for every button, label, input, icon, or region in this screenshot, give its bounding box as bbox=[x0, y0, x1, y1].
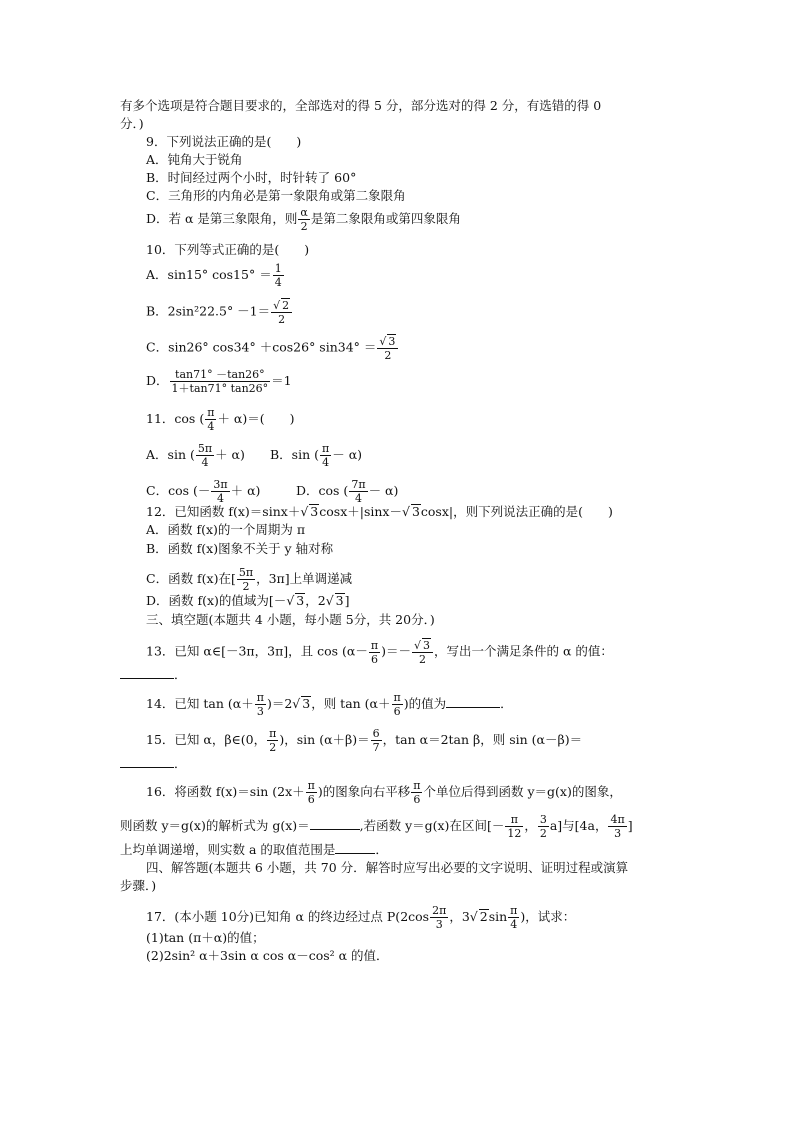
q11-option-b bbox=[270, 442, 362, 469]
q16-l2-text: 则函数 y＝g(x)的解析式为 g(x)＝ bbox=[120, 818, 310, 833]
denominator: 4 bbox=[510, 918, 518, 931]
q11-d-end: － α) bbox=[368, 483, 399, 498]
fraction bbox=[412, 638, 433, 666]
fraction bbox=[505, 813, 523, 840]
q12-stem: 12．已知函数 f(x)＝sinx＋√ 3cosx＋|sinx－√ 3cosx|，则下列说法正确的是( ) bbox=[146, 504, 613, 519]
numerator: π bbox=[505, 813, 523, 827]
denominator: 2 bbox=[269, 741, 277, 754]
q10-option-a bbox=[146, 262, 285, 289]
q11-option-d bbox=[296, 478, 398, 505]
numerator: π bbox=[370, 638, 379, 652]
q14-period: ． bbox=[500, 696, 513, 711]
numerator: √ 2 bbox=[271, 298, 292, 313]
q16-line-1 bbox=[146, 779, 622, 806]
q15-mid: )，sin (α＋β)＝ bbox=[279, 732, 370, 747]
fraction bbox=[211, 478, 229, 505]
numerator: √ 3 bbox=[412, 638, 433, 653]
fraction bbox=[170, 368, 271, 395]
numerator: π bbox=[269, 727, 277, 740]
intro-line-1: 有多个选项是符合题目要求的，全部选对的得 5 分，部分选对的得 2 分，有选错的得 0 bbox=[120, 98, 602, 113]
q17-mid2: sin bbox=[488, 909, 508, 924]
radicand: 3 bbox=[302, 696, 311, 711]
q14-mid: )＝2 bbox=[266, 696, 293, 711]
answer-blank[interactable] bbox=[446, 695, 500, 708]
fraction bbox=[196, 442, 214, 469]
q14-line: 14．已知 tan (α＋ $\frac{\pi}{3}$ )＝2√ 3，则 tan (α＋ $\frac{\pi}{6}$ )的值为 ． bbox=[146, 691, 513, 718]
numerator: 3 bbox=[539, 813, 547, 826]
numerator: 2π bbox=[432, 904, 447, 917]
section-3-heading: 三、填空题(本题共 4 小题，每小题 5分，共 20分．) bbox=[146, 612, 435, 627]
q12-c-end: ，3π]上单调递减 bbox=[256, 571, 353, 586]
q10-b-text: B．2sin²22.5° －1＝ bbox=[146, 303, 271, 319]
numerator: 5π bbox=[238, 566, 254, 579]
numerator: 6 bbox=[372, 727, 380, 740]
intro-line-2: 分．) bbox=[120, 116, 144, 131]
q15-line bbox=[146, 727, 582, 754]
q16-l2-sep: ， bbox=[524, 818, 537, 833]
numerator: π bbox=[393, 691, 401, 704]
q15-text: 15．已知 α，β∈(0， bbox=[146, 732, 267, 747]
q15-answer-line bbox=[120, 755, 187, 772]
radicand: 3 bbox=[335, 593, 344, 608]
q14-post: )的值为 bbox=[403, 696, 447, 711]
fraction bbox=[298, 206, 309, 233]
numerator: 3π bbox=[213, 478, 228, 491]
q11-d-text: D．cos ( bbox=[296, 483, 349, 498]
numerator: π bbox=[256, 691, 264, 704]
denominator: 4 bbox=[274, 276, 282, 289]
q11-stem-end: ＋ α)＝( ) bbox=[217, 411, 295, 426]
answer-blank[interactable] bbox=[335, 841, 375, 854]
radicand: 3 bbox=[296, 593, 305, 608]
q9-d-text: D．若 α 是第三象限角，则 bbox=[146, 211, 298, 226]
q10-option-d bbox=[146, 368, 292, 395]
denominator: 4 bbox=[207, 420, 215, 433]
fraction bbox=[267, 727, 278, 754]
q12-d-mid: ，2 bbox=[305, 593, 326, 608]
denominator: 7 bbox=[372, 741, 380, 754]
q16-text: 16．将函数 f(x)＝sin (2x＋ bbox=[146, 784, 305, 799]
denominator: 2 bbox=[300, 220, 308, 233]
fraction bbox=[306, 779, 317, 806]
q13-end-text: ，写出一个满足条件的 α 的值： bbox=[434, 643, 613, 659]
q11-stem bbox=[146, 406, 294, 433]
q16-l2-mid: ,若函数 y＝g(x)在区间[－ bbox=[359, 818, 505, 833]
denominator: 2 bbox=[539, 827, 547, 840]
numerator: π bbox=[510, 904, 518, 917]
answer-blank[interactable] bbox=[120, 755, 174, 768]
q12-option-d: D．函数 f(x)的值域为[－√ 3，2√ 3] bbox=[146, 593, 350, 608]
q11-b-text: B．sin ( bbox=[270, 447, 319, 462]
denominator: 4 bbox=[216, 492, 224, 505]
numerator: π bbox=[322, 442, 330, 455]
numerator: 7π bbox=[351, 478, 366, 491]
q16-line-3 bbox=[120, 841, 388, 858]
q14-text: 14．已知 tan (α＋ bbox=[146, 696, 254, 711]
denominator: 2 bbox=[278, 313, 286, 326]
denominator: 3 bbox=[435, 918, 443, 931]
q9-stem: 9．下列说法正确的是( ) bbox=[146, 134, 302, 149]
q9-option-c: C．三角形的内角必是第一象限角或第二象限角 bbox=[146, 188, 406, 203]
fraction bbox=[320, 442, 331, 469]
q16-post: 个单位后得到函数 y＝g(x)的图象， bbox=[423, 784, 622, 799]
q9-d-text-end: 是第二象限角或第四象限角 bbox=[310, 211, 461, 226]
numerator: 5π bbox=[197, 442, 213, 455]
q17-text: 17．(本小题 10分)已知角 α 的终边经过点 P(2cos bbox=[146, 909, 430, 924]
numerator: √ 3 bbox=[377, 334, 398, 349]
q12-option-a: A．函数 f(x)的一个周期为 π bbox=[146, 522, 306, 537]
numerator: π bbox=[307, 779, 315, 792]
numerator: α bbox=[300, 206, 308, 219]
fraction bbox=[273, 262, 284, 289]
q11-a-end: ＋ α) bbox=[215, 447, 245, 462]
fraction bbox=[608, 813, 626, 840]
q10-d-label: D． bbox=[146, 373, 169, 388]
fraction bbox=[349, 478, 367, 505]
denominator: 6 bbox=[393, 705, 401, 718]
q16-mid: )的图象向右平移 bbox=[317, 784, 411, 799]
q11-option-c bbox=[146, 478, 260, 505]
fraction bbox=[377, 334, 398, 362]
radicand: 2 bbox=[479, 909, 488, 924]
q17-stem: 17．(本小题 10分)已知角 α 的终边经过点 P(2cos $\frac{2\pi}{3}$ ，3√ 2sin $\frac{\pi}{4}$ )，试求： bbox=[146, 904, 576, 931]
q14-mid2: ，则 tan (α＋ bbox=[311, 696, 391, 711]
q10-option-c bbox=[146, 334, 399, 362]
q12-option-c bbox=[146, 566, 352, 593]
denominator: 12 bbox=[507, 827, 522, 840]
q10-option-b bbox=[146, 298, 293, 326]
numerator: π bbox=[413, 779, 421, 792]
fraction bbox=[538, 813, 549, 840]
q12-d-end: ] bbox=[344, 593, 350, 608]
numerator: 4π bbox=[610, 813, 625, 826]
q12-option-b: B．函数 f(x)图象不关于 y 轴对称 bbox=[146, 541, 334, 556]
fraction bbox=[369, 639, 380, 666]
q13-mid: )＝－ bbox=[381, 643, 411, 659]
numerator: π bbox=[207, 406, 215, 419]
denominator: 6 bbox=[307, 793, 315, 806]
q11-b-end: － α) bbox=[332, 447, 363, 462]
denominator: 2 bbox=[419, 653, 426, 666]
q10-a-text: A．sin15° cos15° ＝ bbox=[146, 267, 272, 282]
denominator: 4 bbox=[201, 456, 209, 469]
radicand: 2 bbox=[282, 299, 290, 312]
radicand: 3 bbox=[388, 335, 396, 348]
denominator: 1＋tan71° tan26° bbox=[171, 382, 269, 395]
denominator: 3 bbox=[614, 827, 622, 840]
fraction bbox=[430, 904, 448, 931]
q15-post: ，tan α＝2tan β，则 sin (α－β)＝ bbox=[382, 732, 583, 747]
q12-stem-text: 12．已知函数 f(x)＝sinx＋ bbox=[146, 504, 301, 519]
radicand: 3 bbox=[411, 504, 420, 519]
q12-d-text: D．函数 f(x)的值域为[－ bbox=[146, 593, 287, 608]
q16-l2-mid2: a]与[4a， bbox=[549, 818, 608, 833]
q12-stem-end: cosx|，则下列说法正确的是( ) bbox=[420, 504, 613, 519]
q12-stem-mid: cosx＋|sinx－ bbox=[319, 504, 402, 519]
answer-blank[interactable] bbox=[120, 666, 174, 679]
q13-line bbox=[146, 638, 613, 666]
q11-c-end: ＋ α) bbox=[230, 483, 261, 498]
q17-part-1: (1)tan (π＋α)的值； bbox=[146, 930, 265, 945]
denominator: 3 bbox=[256, 705, 264, 718]
fraction bbox=[508, 904, 519, 931]
q11-c-text: C．cos (－ bbox=[146, 483, 211, 498]
fraction bbox=[271, 298, 292, 326]
section-4-heading-cont: 步骤．) bbox=[120, 878, 157, 893]
q17-part-2: (2)2sin² α＋3sin α cos α－cos² α 的值． bbox=[146, 948, 389, 963]
q16-l2-end: ] bbox=[627, 818, 633, 833]
q13-answer-line bbox=[120, 666, 187, 683]
fraction bbox=[371, 727, 382, 754]
q9-option-d bbox=[146, 206, 461, 233]
q17-mid: ，3 bbox=[449, 909, 470, 924]
fraction bbox=[411, 779, 422, 806]
q16-l3-text: 上均单调递增，则实数 a 的取值范围是 bbox=[120, 842, 336, 857]
denominator: 2 bbox=[242, 580, 250, 593]
radicand: 3 bbox=[423, 639, 431, 652]
q10-stem: 10．下列等式正确的是( ) bbox=[146, 242, 310, 257]
q13-period: ． bbox=[174, 667, 187, 682]
q9-option-a: A．钝角大于锐角 bbox=[146, 152, 243, 167]
q15-period: ． bbox=[174, 756, 187, 771]
q11-option-a bbox=[146, 442, 245, 469]
q9-option-b: B．时间经过两个小时，时针转了 60° bbox=[146, 170, 357, 185]
denominator: 6 bbox=[370, 652, 378, 666]
denominator: 2 bbox=[384, 349, 392, 362]
denominator: 4 bbox=[322, 456, 330, 469]
answer-blank[interactable] bbox=[310, 817, 360, 830]
denominator: 6 bbox=[413, 793, 421, 806]
fraction bbox=[255, 691, 266, 718]
q12-c-text: C．函数 f(x)在[ bbox=[146, 571, 236, 586]
fraction bbox=[392, 691, 403, 718]
radicand: 3 bbox=[310, 504, 319, 519]
denominator: 4 bbox=[354, 492, 362, 505]
numerator: 1 bbox=[274, 262, 282, 275]
numerator: tan71° －tan26° bbox=[170, 368, 271, 382]
q10-c-text: C．sin26° cos34° ＋cos26° sin34° ＝ bbox=[146, 339, 377, 355]
fraction bbox=[237, 566, 255, 593]
q13-text: 13．已知 α∈[－3π，3π]，且 cos (α－ bbox=[146, 643, 368, 659]
section-4-heading: 四、解答题(本题共 6 小题，共 70 分．解答时应写出必要的文字说明、证明过程或演算 bbox=[146, 860, 629, 875]
q16-l3-end: ． bbox=[375, 842, 388, 857]
q11-a-text: A．sin ( bbox=[146, 447, 195, 462]
fraction bbox=[205, 406, 216, 433]
q16-line-2 bbox=[120, 813, 633, 840]
q10-d-end: ＝1 bbox=[271, 373, 292, 388]
q11-stem-text: 11．cos ( bbox=[146, 411, 205, 426]
q17-post: )，试求： bbox=[520, 909, 576, 924]
